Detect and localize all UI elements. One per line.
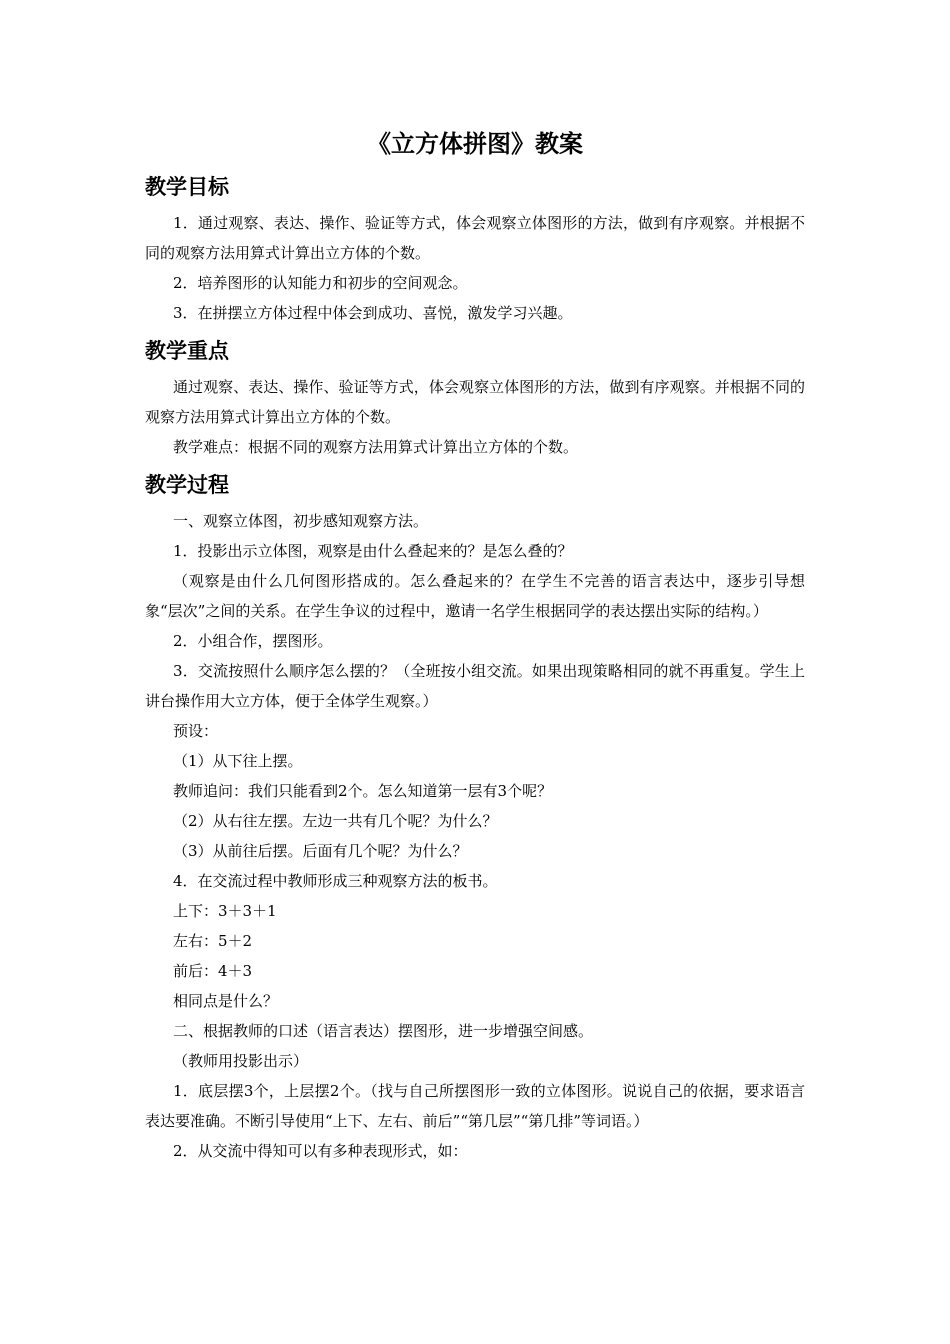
process-item-9: （2）从右往左摆。左边一共有几个呢？为什么？ bbox=[173, 812, 498, 830]
process-item-11: 4．在交流过程中教师形成三种观察方法的板书。 bbox=[173, 872, 498, 890]
key-point-paragraph: 通过观察、表达、操作、验证等方式，体会观察立体图形的方法，做到有序观察。并根据不同的观察方法用算式计算出立方体的个数。 bbox=[145, 378, 805, 426]
process-item-19: 2．从交流中得知可以有多种表现形式，如： bbox=[173, 1142, 468, 1160]
process-item-13: 左右：5＋2 bbox=[173, 932, 253, 950]
heading-teaching-goals: 教学目标 bbox=[145, 174, 229, 199]
process-item-14: 前后：4＋3 bbox=[173, 962, 253, 980]
process-item-1: 一、观察立体图，初步感知观察方法。 bbox=[173, 512, 429, 530]
process-item-4: 2．小组合作，摆图形。 bbox=[173, 632, 333, 650]
process-item-10: （3）从前往后摆。后面有几个呢？为什么？ bbox=[173, 842, 468, 860]
process-item-6: 预设： bbox=[173, 722, 219, 740]
heading-teaching-key-points: 教学重点 bbox=[145, 338, 229, 363]
process-item-7: （1）从下往上摆。 bbox=[173, 752, 303, 770]
process-item-12: 上下：3＋3＋1 bbox=[173, 902, 277, 920]
process-item-16: 二、根据教师的口述（语言表达）摆图形，进一步增强空间感。 bbox=[173, 1022, 594, 1040]
process-item-2: 1．投影出示立体图，观察是由什么叠起来的？是怎么叠的？ bbox=[173, 542, 573, 560]
process-item-15: 相同点是什么？ bbox=[173, 992, 279, 1010]
goal-item-2: 2．培养图形的认知能力和初步的空间观念。 bbox=[173, 274, 468, 292]
process-item-8: 教师追问：我们只能看到2个。怎么知道第一层有3个呢？ bbox=[173, 782, 553, 800]
process-item-17: （教师用投影出示） bbox=[173, 1052, 309, 1070]
difficulty-paragraph: 教学难点：根据不同的观察方法用算式计算出立方体的个数。 bbox=[173, 438, 579, 456]
process-item-18: 1．底层摆3个，上层摆2个。（找与自己所摆图形一致的立体图形。说说自己的依据，要求语言表达要准确。不断引导使用“上下、左右、前后”“第几层”“第几排”等词语。） bbox=[145, 1082, 805, 1130]
process-item-5: 3．交流按照什么顺序怎么摆的？（全班按小组交流。如果出现策略相同的就不再重复。学生上讲台操作用大立方体，便于全体学生观察。） bbox=[145, 662, 805, 710]
process-item-3: （观察是由什么几何图形搭成的。怎么叠起来的？在学生不完善的语言表达中，逐步引导想象“层次”之间的关系。在学生争议的过程中，邀请一名学生根据同学的表达摆出实际的结构。） bbox=[145, 572, 805, 620]
document-page bbox=[145, 122, 805, 1166]
goal-item-3: 3．在拼摆立方体过程中体会到成功、喜悦，激发学习兴趣。 bbox=[173, 304, 573, 322]
heading-teaching-process: 教学过程 bbox=[145, 472, 229, 497]
goal-item-1: 1．通过观察、表达、操作、验证等方式，体会观察立体图形的方法，做到有序观察。并根据不同的观察方法用算式计算出立方体的个数。 bbox=[145, 214, 805, 262]
document-title: 《立方体拼图》教案 bbox=[367, 129, 583, 158]
